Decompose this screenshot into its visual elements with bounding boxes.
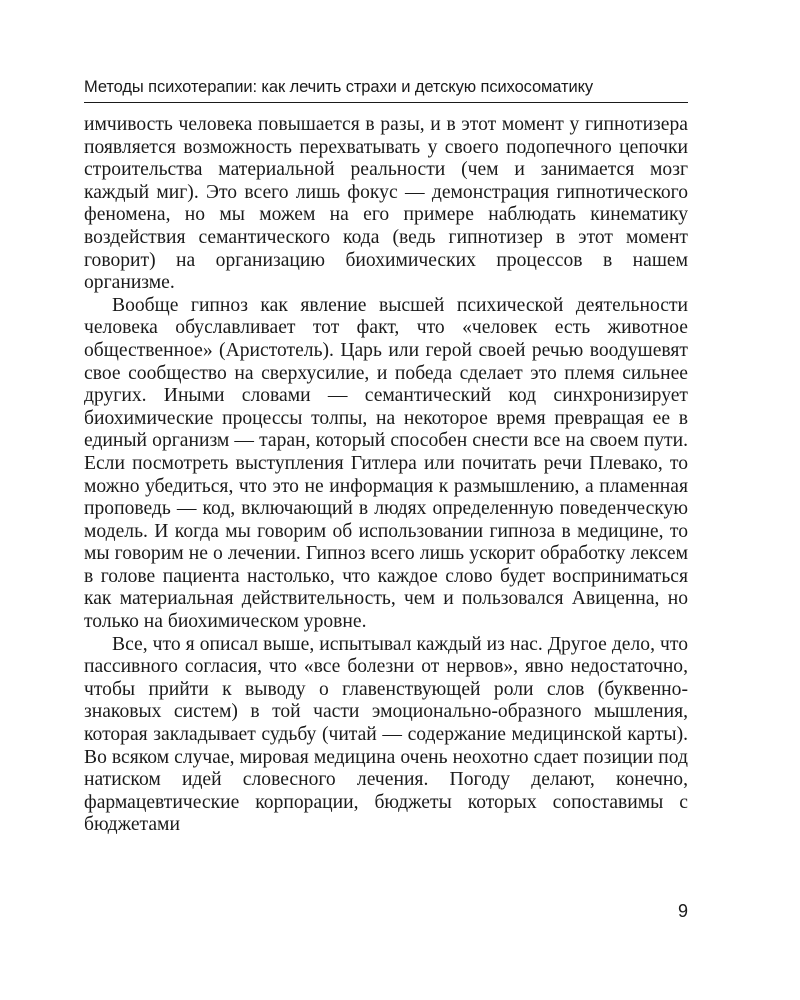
- header-divider: [84, 102, 688, 103]
- page-number: 9: [677, 901, 688, 921]
- paragraph-3: Все, что я описал выше, испытывал каждый из нас. Другое дело, что пассивного согласия, что «все болезни от нервов», явно недостаточно, чтобы прийти к выводу о главенствующей роли слов (буквенно-знаковых систем) в той части эмоционально-образного мышления, которая закладывает судьбу (читай — содержание медицинской карты). Во всяком случае, мировая медицина очень неохотно сдает позиции под натиском идей словесного лечения. Погоду делают, конечно, фармацевтические корпорации, бюджеты которых сопоставимы с бюджетами: [84, 633, 688, 836]
- running-head: Методы психотерапии: как лечить страхи и детскую психосоматику: [84, 78, 594, 96]
- page-body: [84, 114, 688, 837]
- paragraph-1: имчивость человека повышается в разы, и в этот момент у гипнотизера появляется возможность перехватывать у своего подопечного цепочки строительства материальной реальности (чем и занимается мозг каждый миг). Это всего лишь фокус — демонстрация гипнотического феномена, но мы можем на его примере наблюдать кинематику воздействия семантического кода (ведь гипнотизер в этот момент говорит) на организацию биохимических процессов в нашем организме.: [84, 114, 688, 294]
- paragraph-2: Вообще гипноз как явление высшей психической деятельности человека обуславливает тот факт, что «человек есть животное общественное» (Аристотель). Царь или герой своей речью воодушевят свое сообщество на сверхусилие, и победа сделает это племя сильнее других. Иными словами — семантический код синхронизирует биохимические процессы толпы, на некоторое время превращая ее в единый организм — таран, который способен снести все на своем пути. Если посмотреть выступления Гитлера или почитать речи Плевако, то можно убедиться, что это не информация к размышлению, а пламенная проповедь — код, включающий в людях определенную поведенческую модель. И когда мы говорим об использовании гипноза в медицине, то мы говорим не о лечении. Гипноз всего лишь ускорит обработку лексем в голове пациента настолько, что каждое слово будет восприниматься как материальная действительность, чем и пользовался Авиценна, но только на биохимическом уровне.: [84, 294, 688, 633]
